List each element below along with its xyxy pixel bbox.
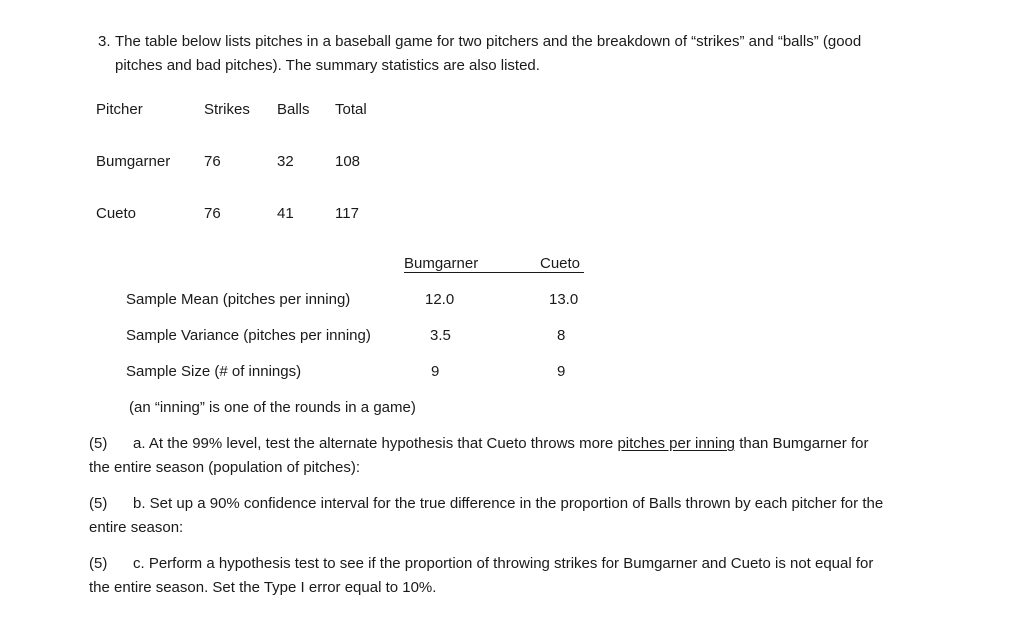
part-line-2: the entire season (population of pitches): — [89, 459, 361, 476]
summary-header-bumgarner-text: Bumgarner — [404, 255, 479, 272]
part-text: than Bumgarner for — [735, 435, 869, 452]
cell-balls: 32 — [277, 153, 294, 170]
summary-value-bumgarner: 12.0 — [425, 291, 455, 308]
part-points: (5) — [89, 555, 108, 572]
cell-strikes: 76 — [204, 205, 221, 222]
summary-label: Sample Size (# of innings) — [126, 363, 302, 380]
col-header-total: Total — [335, 101, 367, 118]
summary-value-bumgarner: 3.5 — [430, 327, 451, 344]
col-header-balls: Balls — [277, 101, 310, 118]
part-line-2: entire season: — [89, 519, 184, 536]
part-points: (5) — [89, 495, 108, 512]
cell-balls: 41 — [277, 205, 294, 222]
cell-pitcher: Bumgarner — [96, 153, 171, 170]
cell-total: 117 — [335, 205, 359, 222]
summary-value-bumgarner: 9 — [431, 363, 440, 380]
cell-total: 108 — [335, 153, 361, 170]
question-intro-line-2: pitches and bad pitches). The summary statistics are also listed. — [115, 57, 540, 74]
question-intro-line-1: The table below lists pitches in a baseball game for two pitchers and the breakdown of “strikes” and “balls” (good — [115, 33, 862, 50]
part-line-2: the entire season. Set the Type I error equal to 10%. — [89, 579, 437, 596]
summary-label: Sample Variance (pitches per inning) — [126, 327, 371, 344]
part-line-1: c. Perform a hypothesis test to see if the proportion of throwing strikes for Bumgarner and Cueto is not equal for — [133, 555, 874, 572]
summary-value-cueto: 8 — [557, 327, 566, 344]
question-number: 3. — [98, 33, 111, 50]
summary-header-cueto: Cueto — [540, 255, 581, 272]
summary-note: (an “inning” is one of the rounds in a game) — [129, 399, 416, 416]
part-line-1: b. Set up a 90% confidence interval for the true difference in the proportion of Balls thrown by each pitcher for the — [133, 495, 884, 512]
col-header-pitcher: Pitcher — [96, 101, 143, 118]
summary-value-cueto: 13.0 — [549, 291, 579, 308]
part-points: (5) — [89, 435, 108, 452]
col-header-strikes: Strikes — [204, 101, 250, 118]
part-line-1 — [133, 436, 868, 451]
part-text: a. At the 99% level, test the alternate hypothesis that Cueto throws more — [133, 435, 618, 452]
summary-label: Sample Mean (pitches per inning) — [126, 291, 351, 308]
summary-value-cueto: 9 — [557, 363, 566, 380]
cell-strikes: 76 — [204, 153, 221, 170]
cell-pitcher: Cueto — [96, 205, 137, 222]
underlined-term: pitches per inning — [617, 435, 736, 452]
